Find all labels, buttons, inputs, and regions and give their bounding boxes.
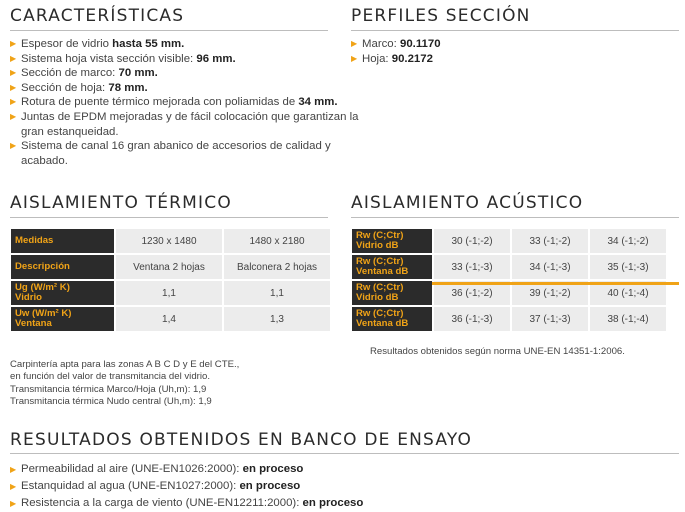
termico-rule <box>10 217 328 218</box>
table-row <box>352 307 666 331</box>
arrow-right-icon: ▶ <box>10 499 17 508</box>
list-item: ▶ Resistencia a la carga de viento (UNE-EN12211:2000): en proceso <box>10 495 670 512</box>
list-item: ▶ Estanquidad al agua (UNE-EN1027:2000): en proceso <box>10 478 670 495</box>
arrow-right-icon: ▶ <box>351 53 358 63</box>
cell-medidas-2: 1480 x 2180 <box>224 229 330 253</box>
termico-table <box>9 227 332 333</box>
acustico-table <box>350 227 668 333</box>
resultados-title: RESULTADOS OBTENIDOS EN BANCO DE ENSAYO <box>10 430 473 450</box>
cell-ug-2: 1,1 <box>224 281 330 305</box>
resultados-rule <box>10 453 679 454</box>
cell-descripcion-1: Ventana 2 hojas <box>116 255 222 279</box>
table-row <box>352 229 666 253</box>
resultados-list <box>10 461 670 512</box>
caracteristicas-rule <box>10 30 328 31</box>
caracteristicas-list <box>10 37 382 168</box>
acustico-separator <box>432 282 679 285</box>
cell-rw-2-2: 34 (-1;-3) <box>512 255 588 279</box>
acustico-note: Resultados obtenidos según norma UNE-EN 14351-1:2006. <box>370 346 625 357</box>
cell-rw-2-1: 33 (-1;-3) <box>434 255 510 279</box>
row-label-ug: Ug (W/m² K) Vidrio <box>11 281 114 305</box>
arrow-right-icon: ▶ <box>10 111 17 121</box>
row-label-rw-ventana-2: Rw (C;Ctr) Ventana dB <box>352 307 432 331</box>
list-item: ▶ Hoja: 90.2172 <box>351 52 433 65</box>
arrow-right-icon: ▶ <box>10 482 17 491</box>
row-label-uw: Uw (W/m² K) Ventana <box>11 307 114 331</box>
arrow-right-icon: ▶ <box>10 68 17 78</box>
perfiles-list <box>351 37 671 66</box>
cell-rw-1-2: 33 (-1;-2) <box>512 229 588 253</box>
row-label-rw-vidrio-2: Rw (C;Ctr) Vidrio dB <box>352 281 432 305</box>
arrow-right-icon: ▶ <box>10 97 17 107</box>
arrow-right-icon: ▶ <box>10 53 17 63</box>
arrow-right-icon: ▶ <box>10 39 17 48</box>
row-label-medidas: Medidas <box>11 229 114 253</box>
table-row <box>11 229 330 253</box>
cell-rw-4-3: 38 (-1;-4) <box>590 307 666 331</box>
list-item: ▶ Marco: 90.1170 <box>351 38 441 50</box>
cell-rw-3-2: 39 (-1;-2) <box>512 281 588 305</box>
caracteristicas-title: CARACTERÍSTICAS <box>10 6 185 26</box>
cell-rw-1-1: 30 (-1;-2) <box>434 229 510 253</box>
perfiles-title: PERFILES SECCIÓN <box>351 6 531 26</box>
row-label-descripcion: Descripción <box>11 255 114 279</box>
table-row <box>11 255 330 279</box>
list-item: ▶ Espesor de vidrio hasta 55 mm. <box>10 38 185 50</box>
row-label-rw-vidrio-1: Rw (C;Ctr) Vidrio dB <box>352 229 432 253</box>
table-row <box>352 255 666 279</box>
arrow-right-icon: ▶ <box>10 82 17 92</box>
list-item: ▶ Rotura de puente térmico mejorada con poliamidas de 34 mm. <box>10 96 338 109</box>
cell-rw-4-2: 37 (-1;-3) <box>512 307 588 331</box>
cell-ug-1: 1,1 <box>116 281 222 305</box>
acustico-title: AISLAMIENTO ACÚSTICO <box>351 193 584 213</box>
list-item: ▶ Sistema de canal 16 gran abanico de accesorios de calidad y acabado. <box>10 140 331 167</box>
cell-uw-2: 1,3 <box>224 307 330 331</box>
cell-rw-3-1: 36 (-1;-2) <box>434 281 510 305</box>
termico-title: AISLAMIENTO TÉRMICO <box>10 193 232 213</box>
arrow-right-icon: ▶ <box>10 465 17 474</box>
list-item: ▶ Juntas de EPDM mejoradas y de fácil colocación que garantizan la gran estanqueidad. <box>10 110 359 138</box>
list-item: ▶ Sección de marco: 70 mm. <box>10 67 158 80</box>
list-item: ▶ Sección de hoja: 78 mm. <box>10 81 148 94</box>
list-item: ▶ Permeabilidad al aire (UNE-EN1026:2000): en proceso <box>10 461 670 478</box>
acustico-rule <box>351 217 679 218</box>
perfiles-rule <box>351 30 679 31</box>
table-row <box>11 307 330 331</box>
arrow-right-icon: ▶ <box>351 39 358 48</box>
row-label-rw-ventana-1: Rw (C;Ctr) Ventana dB <box>352 255 432 279</box>
termico-notes: Carpintería apta para las zonas A B C D y E del CTE., en función del valor de transmitancia del vidrio. Transmitancia térmica Marco/Hoja (Uh,m): 1,9 Transmitancia térmica Nudo central (Uh,m): 1,9 <box>10 359 240 408</box>
cell-uw-1: 1,4 <box>116 307 222 331</box>
table-row <box>11 281 330 305</box>
cell-rw-3-3: 40 (-1;-4) <box>590 281 666 305</box>
arrow-right-icon: ▶ <box>10 141 17 151</box>
cell-rw-2-3: 35 (-1;-3) <box>590 255 666 279</box>
cell-rw-1-3: 34 (-1;-2) <box>590 229 666 253</box>
cell-descripcion-2: Balconera 2 hojas <box>224 255 330 279</box>
cell-rw-4-1: 36 (-1;-3) <box>434 307 510 331</box>
cell-medidas-1: 1230 x 1480 <box>116 229 222 253</box>
list-item: ▶ Sistema hoja vista sección visible: 96 mm. <box>10 52 236 65</box>
